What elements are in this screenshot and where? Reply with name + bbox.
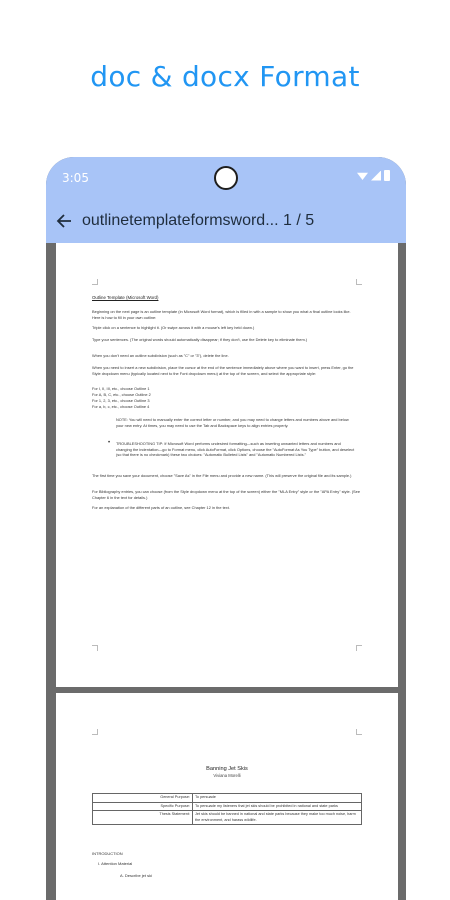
table-row	[93, 794, 362, 803]
outline-item: I. Attention Material	[98, 861, 133, 866]
outline-section-heading: INTRODUCTION	[92, 851, 123, 856]
doc-paragraph: Type your sentences. (The original words should automatically disappear; if they don't, use the Delete key to eliminate them.)	[92, 337, 308, 342]
page-corner-mark	[92, 645, 98, 651]
phone-frame	[46, 157, 406, 900]
doc-paragraph: When you don't need an outline subdivision (such as "C" or "3"), delete the line.	[92, 353, 229, 358]
table-label: General Purpose:	[93, 794, 193, 803]
purpose-table	[92, 793, 362, 825]
doc-paragraph: Triple click on a sentence to highlight it. (Or swipe across it with a mouse's left key held down.)	[92, 325, 255, 330]
table-row	[93, 811, 362, 825]
page-corner-mark	[356, 729, 362, 735]
doc-note: NOTE: You will need to manually enter the correct letter or number, and you may need to change letters and numbers above and below your new entry. At times, you may need to use the Tab and Backspace keys to align entries properly.	[116, 417, 349, 428]
doc-tip: • TROUBLESHOOTING TIP: If Microsoft Word performs undesired formatting—such as inserting unwanted letters and numbers and changing the indentation—go to Format menu, click AutoFormat, click Options, choose the "AutoFormat As You Type" button, and deselect (so that there is no checkmark) these two choices: "Automatic Bulleted Lists" and "Automatic Numbered Lists."	[116, 441, 356, 458]
camera-cutout	[214, 166, 238, 190]
back-arrow-icon[interactable]	[46, 199, 82, 243]
signal-icon	[371, 171, 381, 181]
document-title: outlinetemplateformsword... 1 / 5	[82, 212, 315, 229]
table-value: To persuade my listeners that jet skis should be prohibited in national and state parks	[193, 802, 362, 811]
doc-list-line: For 1, 2, 3, etc., choose Outline 3	[92, 398, 150, 403]
doc-heading: Outline Template (Microsoft Word)	[92, 295, 159, 300]
doc-list-line: For I, II, III, etc., choose Outline 1	[92, 386, 150, 391]
page-corner-mark	[356, 279, 362, 285]
table-label: Specific Purpose:	[93, 802, 193, 811]
doc-paragraph: For an explanation of the different parts of an outline, see Chapter 12 in the text.	[92, 505, 230, 510]
table-value: Jet skis should be banned in national and state parks because they make too much noise, harm the environment, and harass wildlife.	[193, 811, 362, 825]
outline-subitem: A. Describe jet ski	[120, 873, 153, 878]
doc-paragraph: When you need to insert a new subdivision, place the cursor at the end of the sentence immediately above where you want to insert, press Enter, go the Style dropdown menu (typically located next to the Font dropdown menu) at the top of the screen, and select the appropriate style:	[92, 365, 354, 376]
status-icons	[357, 170, 390, 181]
table-row	[93, 802, 362, 811]
doc-list-line: For A, B, C, etc., choose Outline 2	[92, 392, 151, 397]
feature-headline: doc & docx Format	[90, 60, 360, 93]
page-corner-mark	[92, 729, 98, 735]
page-corner-mark	[92, 279, 98, 285]
wifi-icon	[357, 171, 368, 180]
app-bar	[46, 199, 406, 243]
page-counter: 1 / 5	[282, 212, 315, 229]
status-bar	[46, 157, 406, 199]
document-page-1	[56, 243, 398, 687]
speech-author: Viviana Morelli	[213, 773, 241, 778]
doc-paragraph: Beginning on the next page is an outline template (in Microsoft Word format), which is filled in with a sample to show you what a final outline looks like. Here is how to fill in your own outline:	[92, 309, 351, 320]
document-page-2	[56, 693, 398, 900]
battery-icon	[384, 170, 390, 181]
doc-list-line: For a, b, c, etc., choose Outline 4	[92, 404, 150, 409]
doc-paragraph: The first time you save your document, choose "Save As" in the File menu and provide a new name. (This will preserve the original file and its sample.)	[92, 473, 352, 478]
doc-paragraph: For Bibliography entries, you can choose (from the Style dropdown menu at the top of the screen) either the "MLA Entry" style or the "APA Entry" style. (See Chapter 6 in the text for details.)	[92, 489, 360, 500]
speech-title: Banning Jet Skis	[206, 766, 248, 772]
status-time: 3:05	[62, 171, 89, 185]
page-corner-mark	[356, 645, 362, 651]
table-value: To persuade	[193, 794, 362, 803]
table-label: Thesis Statement:	[93, 811, 193, 825]
document-viewer[interactable]	[46, 243, 406, 900]
